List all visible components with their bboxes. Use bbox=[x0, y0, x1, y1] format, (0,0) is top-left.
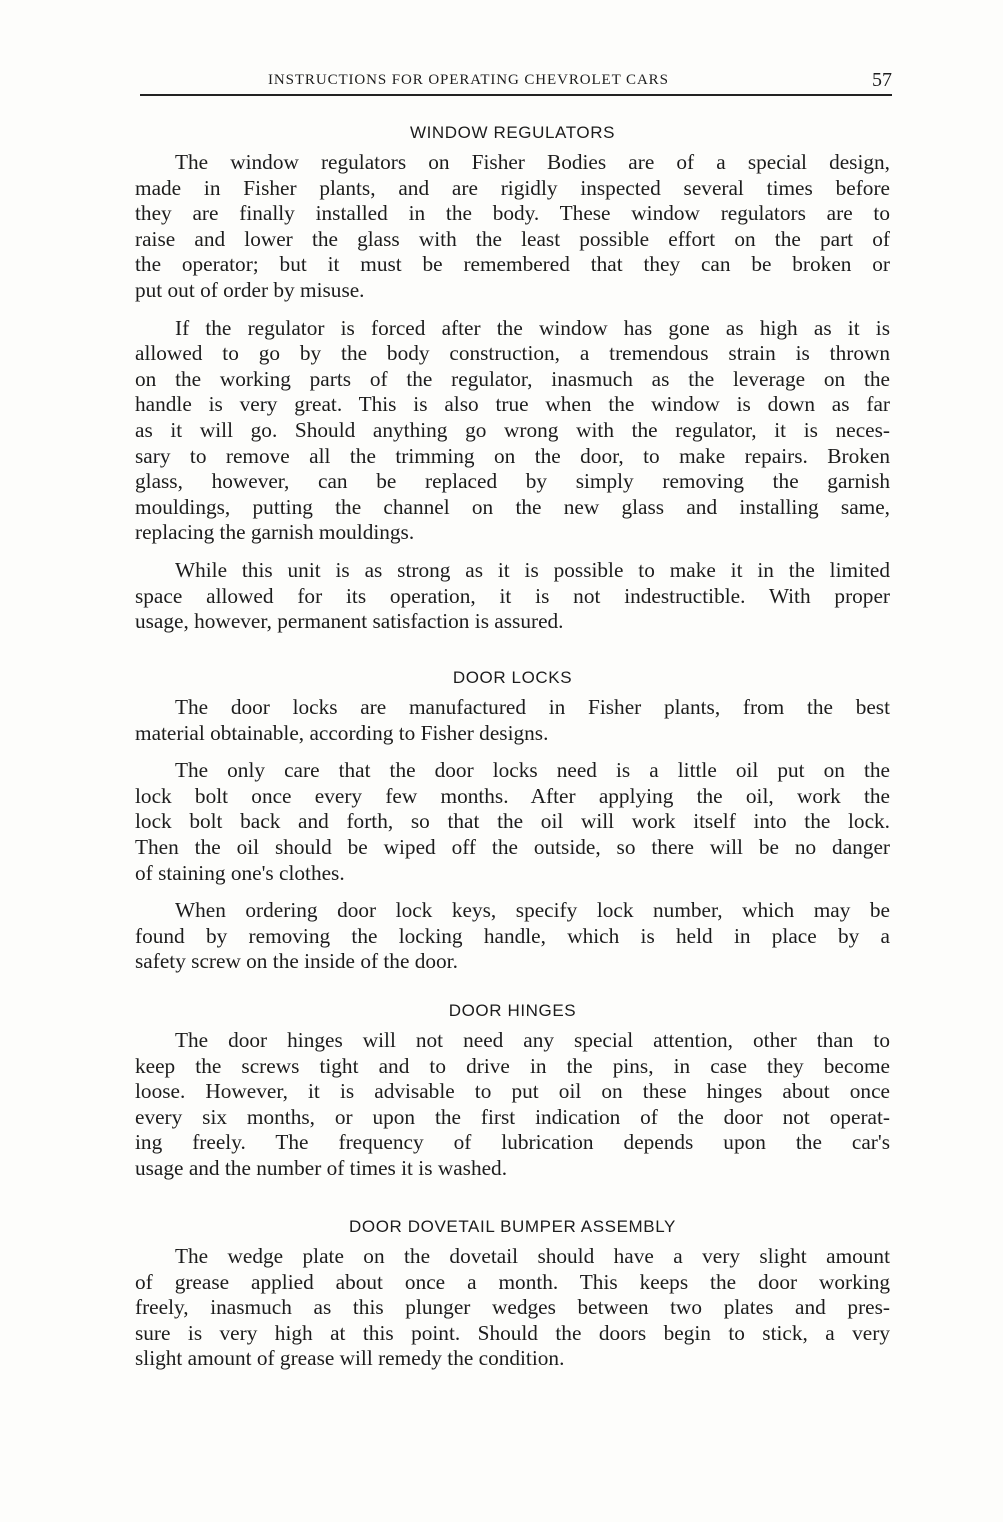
text-line: slight amount of grease will remedy the condition. bbox=[135, 1346, 565, 1371]
paragraph bbox=[135, 558, 890, 635]
page-number: 57 bbox=[872, 69, 892, 91]
text-line: freely, inasmuch as this plunger wedges between two plates and pres- bbox=[135, 1295, 890, 1320]
text-line: ing freely. The frequency of lubrication depends upon the car's bbox=[135, 1130, 890, 1155]
text-line: lock bolt back and forth, so that the oil will work itself into the lock. bbox=[135, 809, 890, 834]
text-line: The door locks are manufactured in Fisher plants, from the best bbox=[175, 695, 890, 719]
text-line: The wedge plate on the dovetail should have a very slight amount bbox=[175, 1244, 890, 1268]
text-line: sary to remove all the trimming on the door, to make repairs. Broken bbox=[135, 443, 890, 468]
text-line: Then the oil should be wiped off the outside, so there will be no danger bbox=[135, 834, 890, 859]
running-header bbox=[140, 69, 892, 94]
text-line: The door hinges will not need any special attention, other than to bbox=[175, 1028, 890, 1052]
text-line: material obtainable, according to Fisher designs. bbox=[135, 720, 549, 745]
text-line: on the working parts of the regulator, inasmuch as the leverage on the bbox=[135, 366, 890, 391]
text-line: of grease applied about once a month. This keeps the door working bbox=[135, 1269, 890, 1294]
text-line: safety screw on the inside of the door. bbox=[135, 949, 458, 974]
text-line: as it will go. Should anything go wrong with the regulator, it is neces- bbox=[135, 417, 890, 442]
paragraph bbox=[135, 758, 890, 886]
paragraph bbox=[135, 898, 890, 975]
section bbox=[135, 998, 890, 1182]
text-line: sure is very high at this point. Should the doors begin to stick, a very bbox=[135, 1320, 890, 1345]
text-line: The only care that the door locks need is a little oil put on the bbox=[175, 758, 890, 783]
text-line: the operator; but it must be remembered that they can be broken or bbox=[135, 252, 890, 277]
text-line: allowed to go by the body construction, a tremendous strain is thrown bbox=[135, 341, 890, 366]
text-line: loose. However, it is advisable to put oil on these hinges about once bbox=[135, 1079, 890, 1104]
text-line: space allowed for its operation, it is not indestructible. With proper bbox=[135, 583, 890, 608]
paragraph bbox=[135, 1028, 890, 1182]
text-line: replacing the garnish mouldings. bbox=[135, 520, 415, 545]
text-line: While this unit is as strong as it is possible to make it in the limited bbox=[175, 557, 890, 582]
text-line: keep the screws tight and to drive in the pins, in case they become bbox=[135, 1053, 890, 1078]
text-line: The window regulators on Fisher Bodies are of a special design, bbox=[175, 150, 890, 174]
paragraph bbox=[135, 316, 890, 546]
text-line: found by removing the locking handle, which is held in place by a bbox=[135, 923, 890, 948]
text-line: glass, however, can be replaced by simply removing the garnish bbox=[135, 469, 890, 494]
text-line: put out of order by misuse. bbox=[135, 277, 365, 302]
text-line: every six months, or upon the first indication of the door not operat- bbox=[135, 1104, 890, 1129]
text-line: If the regulator is forced after the window has gone as high as it is bbox=[175, 315, 890, 340]
section-heading: DOOR HINGES bbox=[448, 1001, 577, 1020]
paragraph bbox=[135, 150, 890, 304]
text-line: made in Fisher plants, and are rigidly inspected several times before bbox=[135, 175, 890, 200]
text-line: When ordering door lock keys, specify lock number, which may be bbox=[175, 898, 890, 923]
text-line: they are finally installed in the body. These window regulators are to bbox=[135, 201, 890, 226]
header-rule bbox=[140, 94, 892, 96]
text-line: usage, however, permanent satisfaction is assured. bbox=[135, 609, 564, 634]
text-line: handle is very great. This is also true when the window is down as far bbox=[135, 392, 890, 417]
section bbox=[135, 665, 890, 975]
section bbox=[135, 1214, 890, 1372]
section bbox=[135, 120, 890, 635]
text-line: lock bolt once every few months. After applying the oil, work the bbox=[135, 783, 890, 808]
text-line: mouldings, putting the channel on the new glass and installing same, bbox=[135, 494, 890, 519]
paragraph bbox=[135, 695, 890, 746]
paragraph bbox=[135, 1244, 890, 1372]
text-line: of staining one's clothes. bbox=[135, 860, 345, 885]
text-line: usage and the number of times it is washed. bbox=[135, 1155, 508, 1180]
section-heading: DOOR DOVETAIL BUMPER ASSEMBLY bbox=[349, 1217, 676, 1236]
text-line: raise and lower the glass with the least possible effort on the part of bbox=[135, 226, 890, 251]
running-header-title: INSTRUCTIONS FOR OPERATING CHEVROLET CARS bbox=[268, 72, 669, 88]
section-heading: DOOR LOCKS bbox=[452, 668, 573, 687]
section-heading: WINDOW REGULATORS bbox=[409, 123, 616, 142]
